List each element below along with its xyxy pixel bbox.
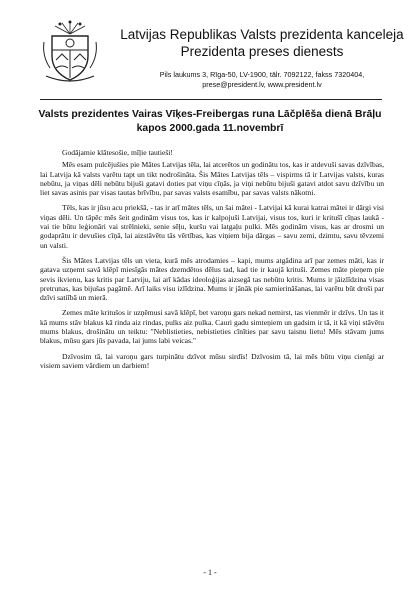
org-department: Prezidenta preses dienests [180, 44, 344, 59]
page-number: - 1 - [203, 568, 217, 577]
title-line-1: Valsts prezidentes Vairas Vīķes-Freibergas runa Lāčplēša dienā Brāļu [38, 109, 382, 120]
title-line-2: kapos 2000.gada 11.novembrī [136, 122, 284, 134]
paragraph: Tēls, kas ir jūsu acu priekšā, - tas ir arī mātes tēls, un šai mātei - Latvijai kā kurai katrai mātei ir dārgi visi viņas dēli. Un tāpēc mēs šeit godinām visus tos, kas ir kalpojuši Latvijai, visus tos, kuri ir kritušī cīņas laukā - vai tie būtu leģionāri vai strēlnieki, senie sēļu, kuršu vai latgaļu pulki. Mēs godinām visus, kas ar drosmi un godaprātu ir devušies cīņā, lai aizstāvētu tās vērtības, kas viņiem bija dārgas – savu zemi, dzimtu, savu tēvzemi un valsti. [40, 203, 384, 250]
speech-title [30, 108, 390, 135]
salutation: Godājamie klātesošie, mīļie tautieši! [62, 148, 173, 157]
letterhead [112, 26, 412, 60]
contact-email-web: prese@president.lv, www.president.lv [202, 80, 322, 89]
contact-address [112, 70, 412, 90]
speech-body [40, 148, 384, 376]
paragraph: Zemes māte kritušos ir uzņēmusi savā klēpī, bet varoņu gars nekad nemirst, tas vienmēr ir dzīvs. Un tas it kā mums stāv blakus kā rinda aiz rindas, pulks aiz pulka. Cauri gadu simteņiem un gadsim ir tā, it kā viņi stāvētu mums blakus, drošinātu un teiktu: "Neblistieties, nebistieties cīnīties par savu taisnu lietu! Mēs stāvam jums blakus, mūsu gars jūs pavada, lai jums labi veicas." [40, 308, 384, 346]
header-divider [40, 99, 382, 100]
coat-of-arms-icon [40, 20, 100, 84]
address-line: Pils laukums 3, Rīga-50, LV-1900, tālr. 7092122, fakss 7320404, [159, 70, 365, 79]
org-name: Latvijas Republikas Valsts prezidenta kanceleja [120, 27, 404, 42]
paragraph: Dzīvosim tā, lai varoņu gars turpinātu dzīvot mūsu sirdīs! Dzīvosim tā, lai mēs būtu viņu cienīgi ar visiem saviem vārdiem un darbiem! [40, 351, 384, 370]
paragraph: Šis Mātes Latvijas tēls un vieta, kurā mēs atrodamies – kapi, mums atgādina arī par zemes māti, kas ir gatava uzņemt savā klēpī miesīgās mātes dzemdētos dēlus tad, kad tie ir kaujā krituši. Zemes māte pieņem pie sevis ikvienu, kas kritis par Latviju, lai arī kādas ideoloģijas aizsegā tas nebūtu kritis. Mums ir jāizlīdzina visas pretrunas, kas bijušas pagātnē. Arī laiks visu izlīdzina. Mums ir jānāk pie samierināšanas, lai varētu būt droši par dzīvi satiībā un mierā. [40, 255, 384, 303]
paragraph: Mēs esam pulcējušies pie Mātes Latvijas tēla, lai atcerētos un godinātu tos, kas ir atdevuši savas dzīvības, lai Latvija kā valsts varētu tapt un tikt nodrošināta. Šis Mātes Latvijas tēls – vispirms tā ir Latvijas valsts, kuras nebūtu, ja viņas dēli nebūtu bijuši gatavi doties pat viņu cīņās, ja viņi nebūtu bijuši gatavi atdot savu dzīvību un liet savas asinis par visas tautas brīvību, par savas valsts esamību, par savas valsts nākotni. [40, 160, 384, 198]
